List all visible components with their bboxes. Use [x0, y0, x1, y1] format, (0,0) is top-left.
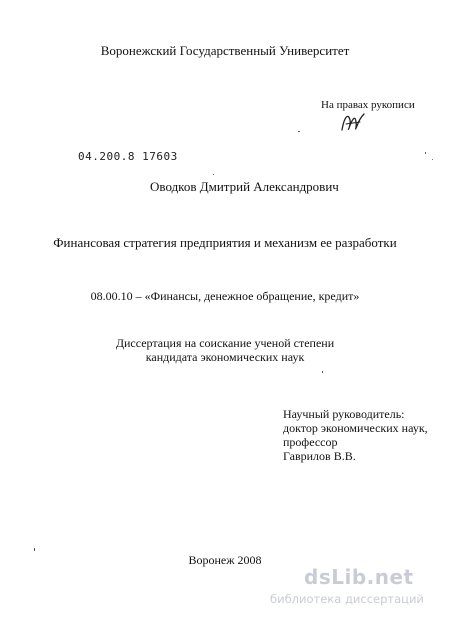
supervisor-label: Научный руководитель: [283, 407, 405, 421]
scan-speck [425, 152, 426, 154]
city-year: Воронеж 2008 [188, 553, 262, 567]
scan-speck [432, 159, 433, 160]
watermark [270, 565, 448, 617]
supervisor-name: Гаврилов В.В. [283, 449, 356, 463]
scan-speck [322, 371, 323, 373]
watermark-subtitle: библиотека диссертаций [270, 592, 424, 606]
catalog-number-stamp: 04.200.8 17603 [78, 150, 178, 163]
dissertation-type-line1: Диссертация на соискание ученой степени [115, 336, 335, 350]
manuscript-rights-note: На правах рукописи [321, 99, 415, 111]
university-name: Воронежский Государственный Университет [100, 43, 350, 58]
watermark-logo: dsLib.net [304, 565, 414, 589]
scan-speck [298, 131, 300, 132]
supervisor-block [283, 407, 428, 463]
author-name: Оводков Дмитрий Александрович [150, 179, 339, 194]
dissertation-title: Финансовая стратегия предприятия и механизм ее разработки [53, 235, 397, 250]
scan-speck [213, 174, 214, 175]
supervisor-rank: профессор [283, 435, 338, 449]
handwritten-signature [338, 108, 368, 136]
specialty-code: 08.00.10 – «Финансы, денежное обращение, кредит» [90, 289, 360, 303]
supervisor-degree: доктор экономических наук, [283, 421, 428, 435]
scan-speck [34, 548, 35, 551]
dissertation-type-line2: кандидата экономических наук [145, 350, 305, 364]
